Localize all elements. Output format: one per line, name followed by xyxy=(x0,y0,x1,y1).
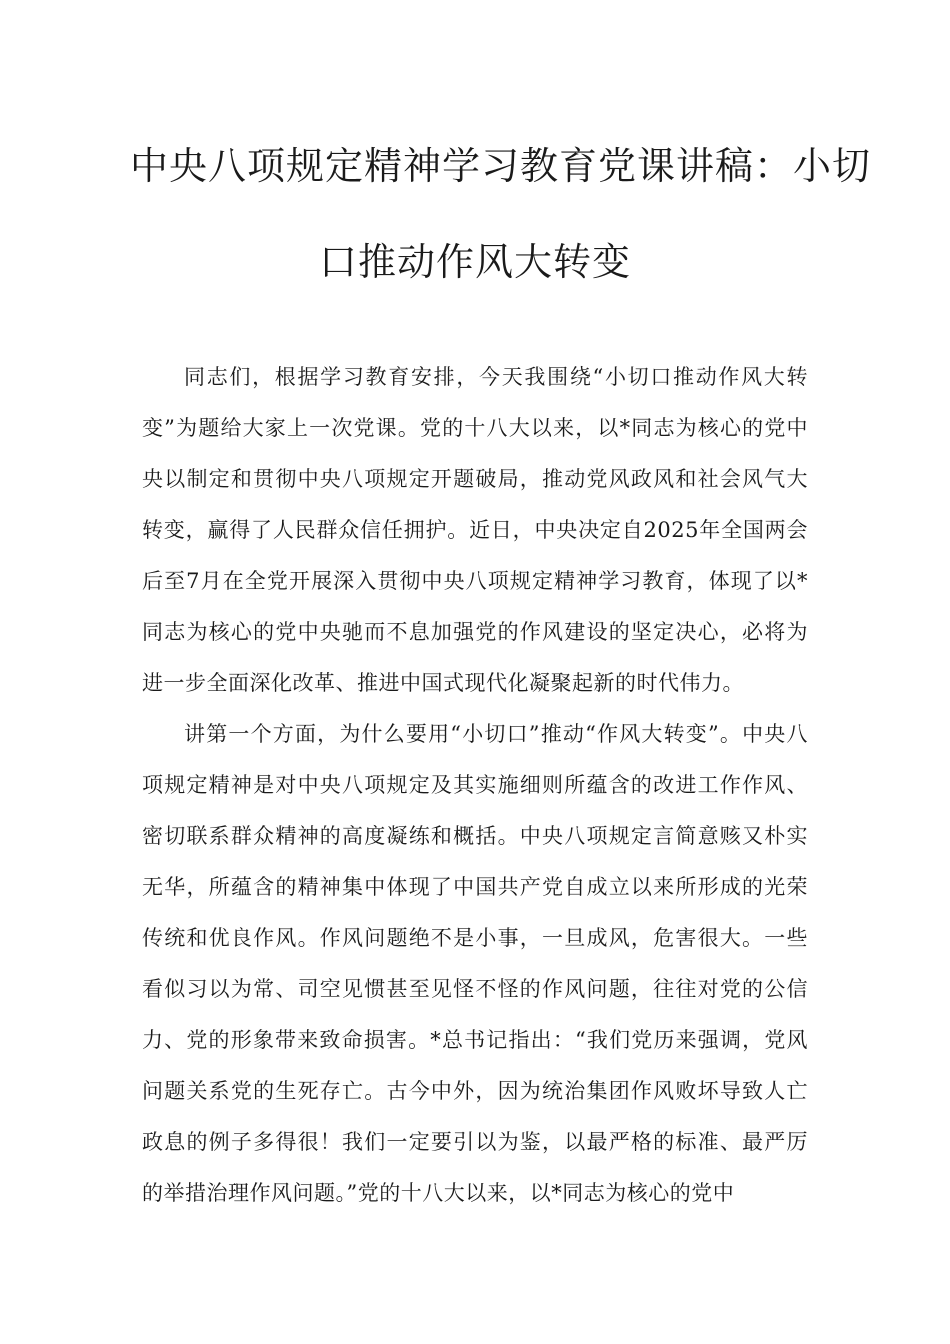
title-line-2: 口推动作风大转变 xyxy=(318,240,631,284)
document-body xyxy=(142,352,808,1219)
paragraph-2: 讲第一个方面，为什么要用“小切口”推动“作风大转变”。中央八项规定精神是对中央八项规定及其实施细则所蕴含的改进工作作风、密切联系群众精神的高度凝练和概括。中央八项规定言简意赅又朴实无华，所蕴含的精神集中体现了中国共产党自成立以来所形成的光荣传统和优良作风。作风问题绝不是小事，一旦成风，危害很大。一些看似习以为常、司空见惯甚至见怪不怪的作风问题，往往对党的公信力、党的形象带来致命损害。*总书记指出：“我们党历来强调，党风问题关系党的生死存亡。古今中外，因为统治集团作风败坏导致人亡政息的例子多得很！我们一定要引以为鉴，以最严格的标准、最严厉的举措治理作风问题。”党的十八大以来，以*同志为核心的党中 xyxy=(142,722,808,1205)
document-title xyxy=(130,118,872,310)
title-line-1: 中央八项规定精神学习教育党课讲稿：小切 xyxy=(130,144,872,188)
paragraph-1: 同志们，根据学习教育安排，今天我围绕“小切口推动作风大转变”为题给大家上一次党课。党的十八大以来，以*同志为核心的党中央以制定和贯彻中央八项规定开题破局，推动党风政风和社会风气大转变，赢得了人民群众信任拥护。近日，中央决定自2025年全国两会后至7月在全党开展深入贯彻中央八项规定精神学习教育，体现了以*同志为核心的党中央驰而不息加强党的作风建设的坚定决心，必将为进一步全面深化改革、推进中国式现代化凝聚起新的时代伟力。 xyxy=(142,365,808,695)
